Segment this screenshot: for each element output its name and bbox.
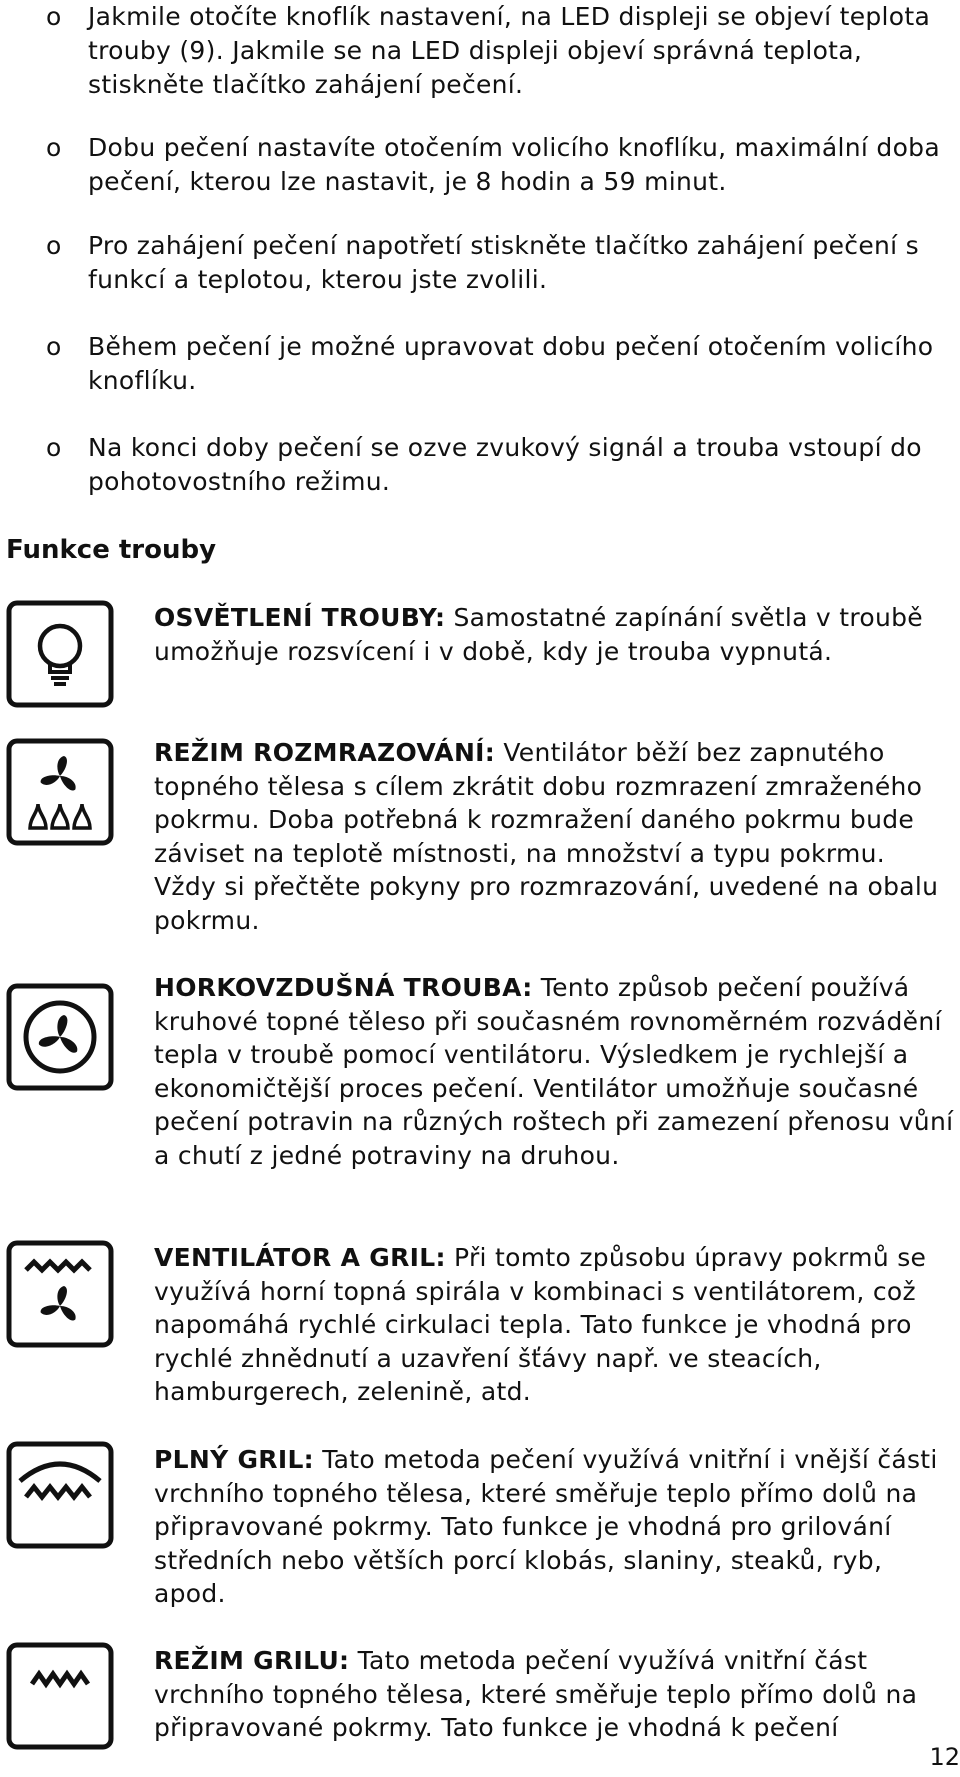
bullet-marker: o xyxy=(46,133,62,162)
bullet-text: Na konci doby pečení se ozve zvukový signál a trouba vstoupí do pohotovostního režimu. xyxy=(88,433,922,496)
function-name: HORKOVZDUŠNÁ TROUBA: xyxy=(154,973,533,1002)
bullet-marker: o xyxy=(46,2,62,31)
function-description xyxy=(154,1443,954,1611)
function-text: Samostatné zapínání světla v troubě umožňuje rozsvícení i v době, kdy je trouba vypnutá. xyxy=(154,603,923,666)
function-name: VENTILÁTOR A GRIL: xyxy=(154,1243,446,1272)
function-name: REŽIM ROZMRAZOVÁNÍ: xyxy=(154,738,496,767)
bullet-text: Dobu pečení nastavíte otočením volicího knoflíku, maximální doba pečení, kterou lze nastavit, je 8 hodin a 59 minut. xyxy=(88,133,940,196)
function-name: REŽIM GRILU: xyxy=(154,1646,350,1675)
fan-grill-icon xyxy=(6,1240,114,1352)
full-grill-icon xyxy=(6,1441,114,1553)
bullet-marker: o xyxy=(46,332,62,361)
function-text: Tato metoda pečení využívá vnitřní část vrchního topného tělesa, které směřuje teplo přímo dolů na připravované pokrmy. Tato funkce je vhodná k pečení xyxy=(154,1646,918,1742)
bullet-marker: o xyxy=(46,231,62,260)
defrost-icon xyxy=(6,738,114,850)
grill-icon xyxy=(6,1642,114,1754)
function-name: OSVĚTLENÍ TROUBY: xyxy=(154,603,446,632)
function-text: Tento způsob pečení používá kruhové topné těleso při současném rovnoměrném rozvádění tepla v troubě pomocí ventilátoru. Výsledkem je rychlejší a ekonomičtější proces pečení. Ventilátor umožňuje současné pečení potravin na různých roštech při zamezení přenosu vůní a chutí z jedné potraviny na druhou. xyxy=(154,973,954,1170)
bullet-text: Pro zahájení pečení napotřetí stiskněte tlačítko zahájení pečení s funkcí a teplotou, kterou jste zvolili. xyxy=(88,231,919,294)
function-text: Tato metoda pečení využívá vnitřní i vnější části vrchního topného tělesa, které směřuje teplo přímo dolů na připravované pokrmy. Tato funkce je vhodná pro grilování středních nebo větších porcí klobás, slaniny, steaků, ryb, apod. xyxy=(154,1445,938,1608)
hot-air-fan-icon xyxy=(6,983,114,1095)
section-heading: Funkce trouby xyxy=(6,535,217,565)
function-description xyxy=(154,601,954,668)
function-name: PLNÝ GRIL: xyxy=(154,1445,314,1474)
function-description xyxy=(154,736,954,937)
function-description xyxy=(154,971,954,1172)
function-description xyxy=(154,1644,954,1745)
bullet-text: Během pečení je možné upravovat dobu pečení otočením volicího knoflíku. xyxy=(88,332,934,395)
function-text: Při tomto způsobu úpravy pokrmů se využívá horní topná spirála v kombinaci s ventilátorem, což napomáhá rychlé cirkulaci tepla. Tato funkce je vhodná pro rychlé zhnědnutí a uzavření šťávy např. ve steacích, hamburgerech, zelenině, atd. xyxy=(154,1243,927,1406)
bullet-text: Jakmile otočíte knoflík nastavení, na LED displeji se objeví teplota trouby (9). Jakmile se na LED displeji objeví správná teplota, stiskněte tlačítko zahájení pečení. xyxy=(88,2,931,99)
page-number: 12 xyxy=(929,1743,960,1771)
function-description xyxy=(154,1241,954,1409)
function-text: Ventilátor běží bez zapnutého topného tělesa s cílem zkrátit dobu rozmrazení zmraženého pokrmu. Doba potřebná k rozmražení daného pokrmu bude záviset na teplotě místnosti, na množství a typu pokrmu. Vždy si přečtěte pokyny pro rozmrazování, uvedené na obalu pokrmu. xyxy=(154,738,939,935)
bullet-marker: o xyxy=(46,433,62,462)
oven-light-icon xyxy=(6,600,114,712)
